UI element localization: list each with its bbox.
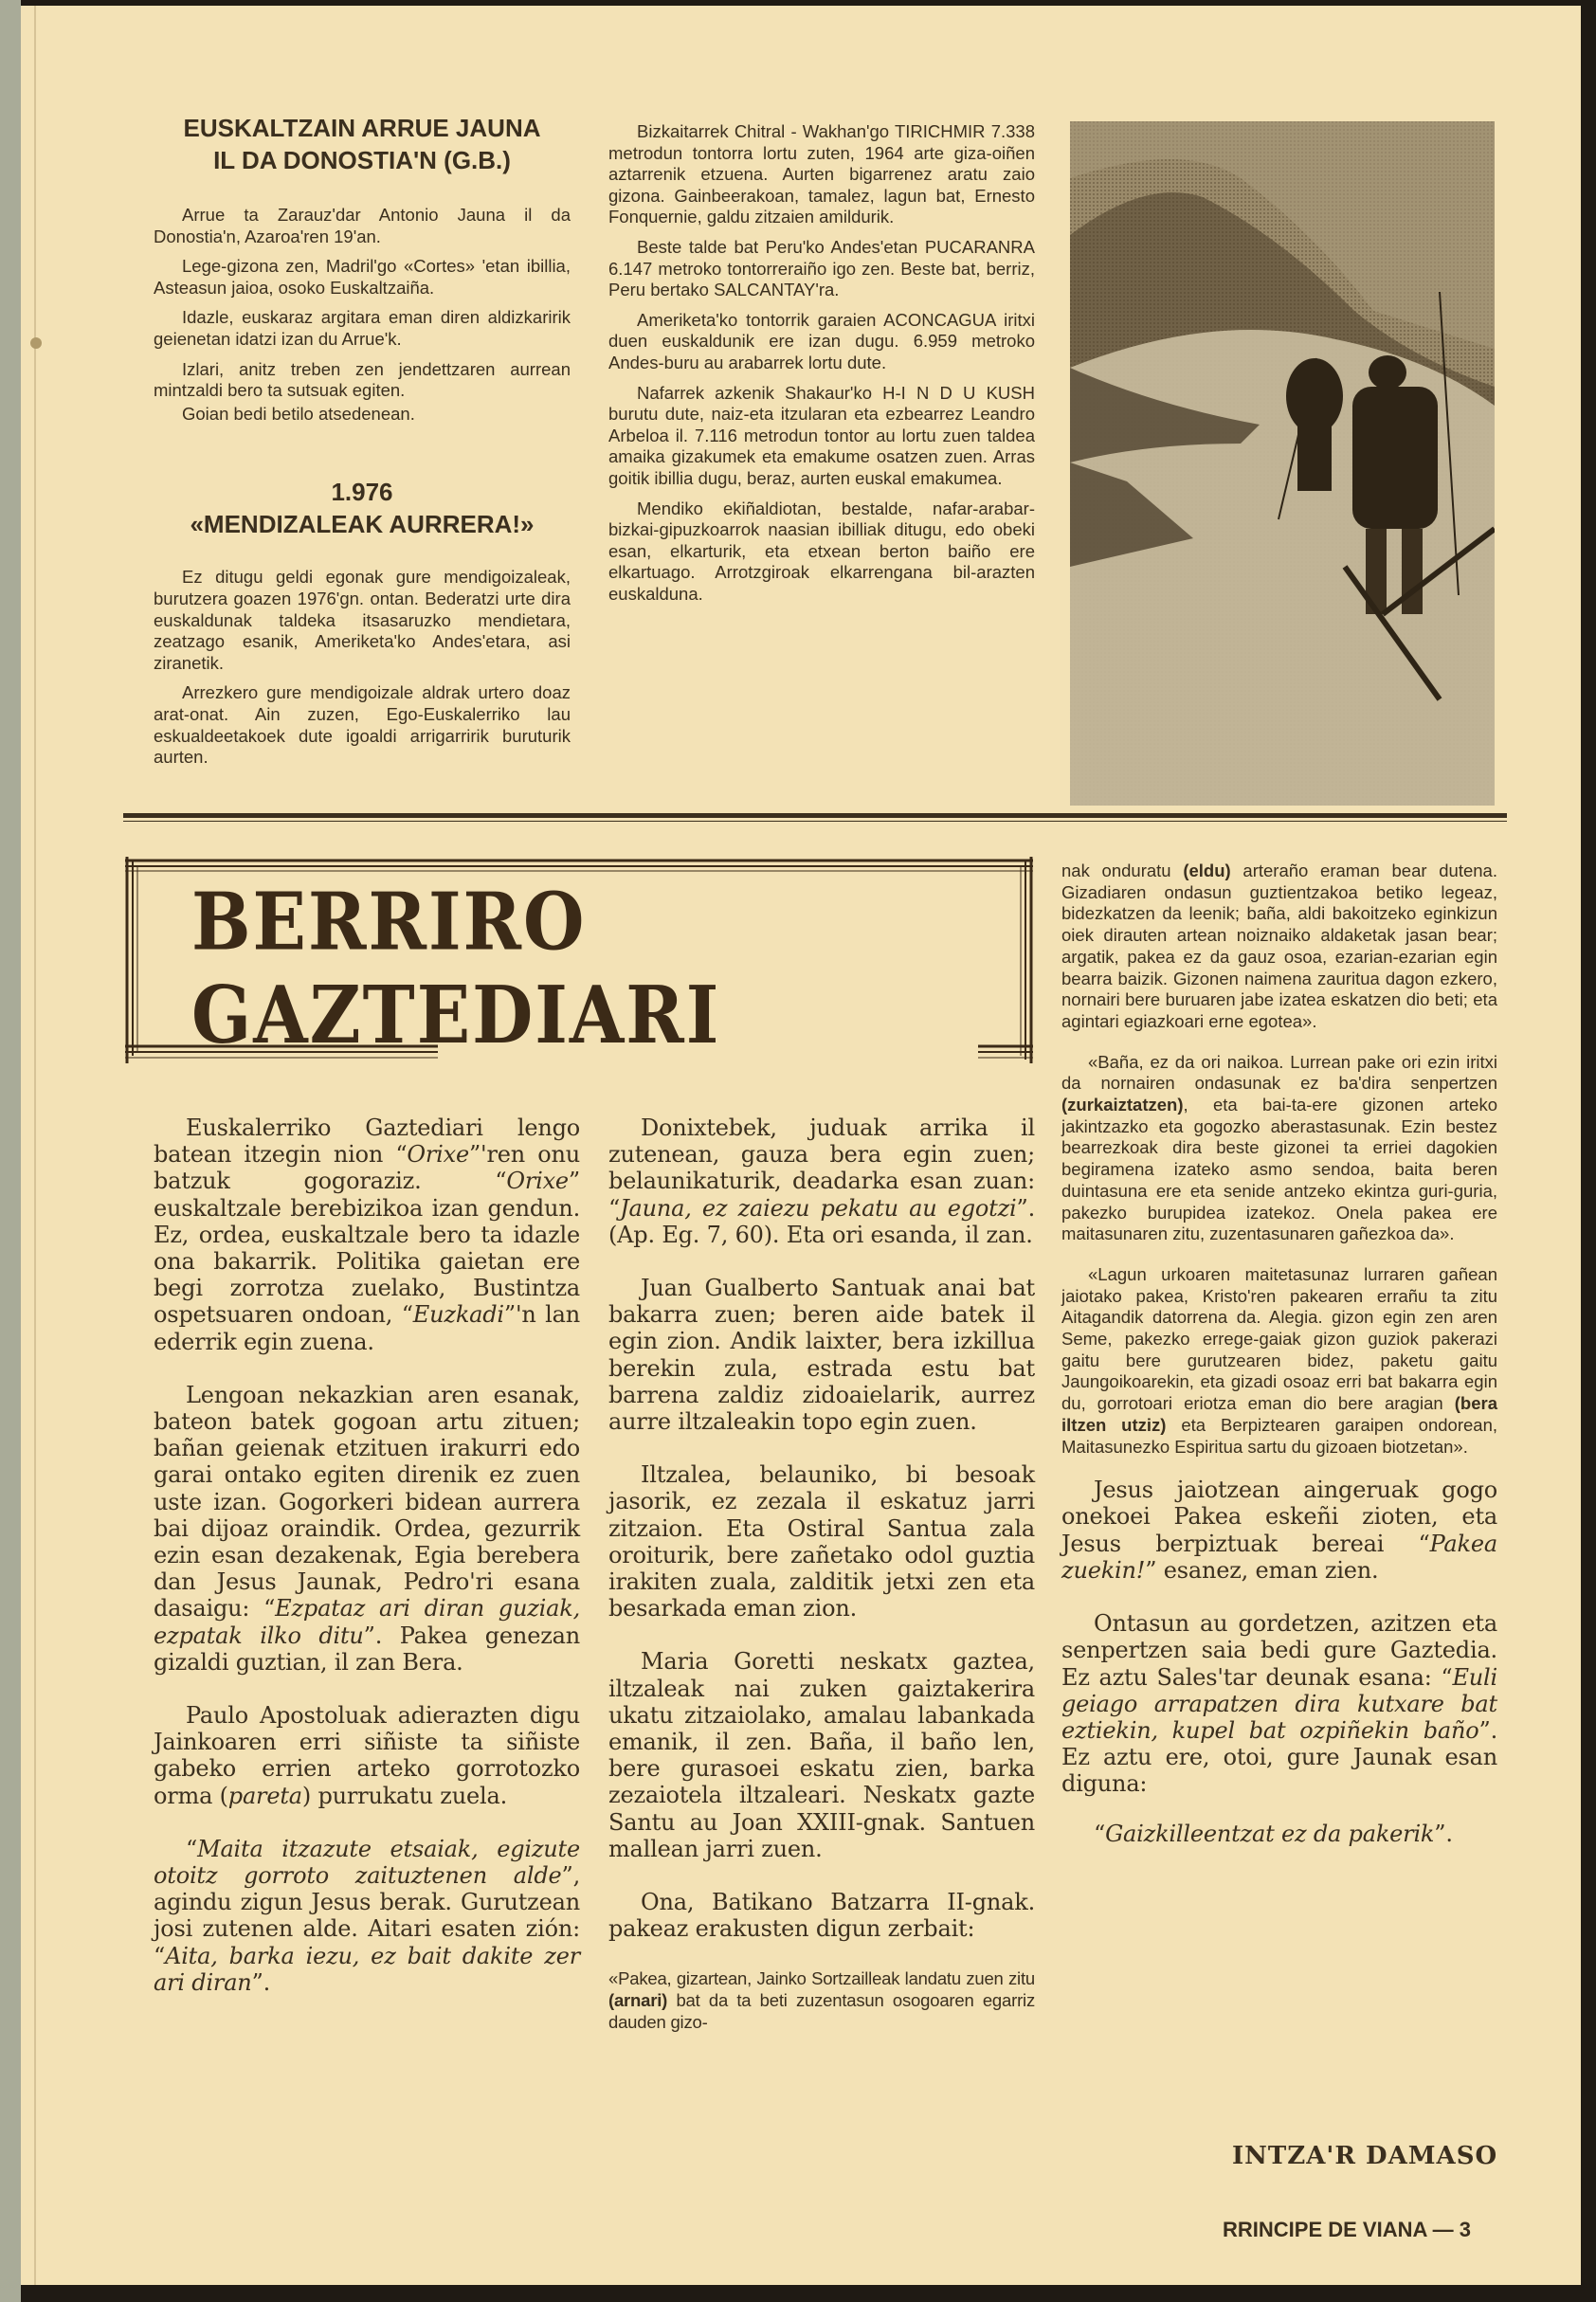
scan-edge [0, 0, 21, 2302]
article-arrue [154, 112, 571, 777]
article-arrue-title-1: EUSKALTZAIN ARRUE JAUNA [183, 114, 541, 142]
paragraph: Juan Gualberto Santuak anai bat bakarra zuen; beren aide batek il egin zion. Andik laixter, bera izkillua berekin zula, estrada estu bat barrena zaldiz zidoaielarik, aurrez aurre iltzaleakin topo egin zuen. [608, 1275, 1035, 1436]
paragraph: “Maita itzazute etsaiak, egizute otoitz gorroto zaituztenen alde”, agindu zigun Jesus berak. Gurutzean josi zutenen alde. Aitari esaten zión: “Aita, barka iezu, ez bait dakite zer ari diran”. [154, 1835, 580, 1996]
magazine-page [21, 6, 1581, 2285]
article-mendizaleak-title-2: «MENDIZALEAK AURRERA!» [190, 510, 535, 539]
paragraph: Euskalerriko Gaztediari lengo batean itzegin nion “Orixe”'ren onu batzuk gogoraziz. “Orixe” euskaltzale berebizikoa izan gendun. Ez, ordea, euskaltzale bero ta idazle ona bakarrik. Politika gaietan ere begi zorrotza zuelako, Bustintza ospetsuaren ondoan, “Euzkadi”'n lan ederrik egin zuena. [154, 1115, 580, 1355]
quote-paragraph: nak onduratu (eldu) arteraño eraman bear dutena. Gizadiaren ondasun guztientzakoa betiko legeaz, bidezkatzen da leenik; baña, aldi bakoitzeko eginkizun oiek dirauten artean noiznaiko aldaketak jasan bear; argatik, pakea ez da gauz osoa, ezarian-ezarian egin bearra baizik. Gizonen naimena zauritua dagon ezkero, nornairi bere buruaren jabe izatea eskatzen dio beti; eta agintari egiazkoari erne egotea». [1061, 861, 1497, 1031]
author-signature: INTZA'R DAMASO [1232, 2142, 1498, 2170]
council-quote [608, 1968, 1035, 2033]
article-title-line-1: BERRIRO [191, 877, 587, 969]
paragraph: Ez ditugu geldi egonak gure mendigoizaleak, burutzera goazen 1976'gn. ontan. Bederatzi urte dira euskaldunak taldeka itsasaruzko mendietara, zeatzago esanik, Ameriketa'ko Andes'etara, asi ziranetik. [154, 567, 571, 673]
paragraph: Bizkaitarrek Chitral - Wakhan'go TIRICHMIR 7.338 metrodun tontorra lortu zuten, 1964 arte giza-oiñen aztarrenik etzuena. Aurten bigarrenez aratu zaio gizona. Gainbeerakoan, tamalez, lagun bat, Ernesto Fonquernie, galdu zitzaien amildurik. [608, 121, 1035, 227]
paragraph: Mendiko ekiñaldiotan, bestalde, nafar-arabar-bizkai-gipuzkoarrok naasian ibilliak ditugu, edo obeki esan, elkarturik, eta etxean berton baiño ere elkartuago. Arrotzgiroak elkarrengana bil-arazten euskalduna. [608, 498, 1035, 604]
title-frame [125, 857, 1033, 1063]
paragraph: Maria Goretti neskatx gaztea, iltzaleak nai zuken gaiztakerira ukatu zitzaiolako, amalau labankada emanik, il zen. Baña, il baño len, bere gurasoei eskatu zien, barka zezaiotela iltzaleari. Neskatx gazte Santu au Joan XXIII-gnak. Santuen mallean jarri zuen. [608, 1648, 1035, 1862]
paragraph: Beste talde bat Peru'ko Andes'etan PUCARANRA 6.147 metroko tontorreraiño igo zen. Beste bat, berriz, Peru bertako SALCANTAY'ra. [608, 236, 1035, 300]
article-arrue-title-2: IL DA DONOSTIA'N (G.B.) [213, 146, 511, 174]
article-title-line-2: GAZTEDIARI [191, 970, 721, 1061]
closing-paragraphs [1061, 1477, 1497, 1846]
paragraph: Ona, Batikano Batzarra II-gnak. pakeaz erakusten digun zerbait: [608, 1889, 1035, 1943]
article-body-column-2 [608, 1115, 1035, 2053]
paragraph: Jesus jaiotzean aingeruak gogo onekoei Pakea eskeñi zioten, eta Jesus berpiztuak bereai “Pakea zuekin!” esanez, eman zien. [1061, 1477, 1497, 1584]
paragraph: Goian bedi betilo atsedenean. [182, 403, 415, 424]
paragraph: Iltzalea, belauniko, bi besoak jasorik, ez zezala il eskatuz jarri zitzaion. Eta Ostiral Santua zala oroiturik, bere zañetako odol guztia irakiten zuala, zalditik jetxi zen eta besarkada eman zion. [608, 1461, 1035, 1622]
article-mendizaleak-continued [608, 121, 1035, 804]
quote-paragraph: «Pakea, gizartean, Jainko Sortzailleak landatu zuen zitu (arnari) bat da ta beti zuzentasun osogoaren egarriz dauden gizo- [608, 1968, 1035, 2032]
paragraph: “Gaizkilleentzat ez da pakerik”. [1094, 1820, 1453, 1847]
article-mendizaleak-title-1: 1.976 [331, 478, 393, 507]
binding-hole [30, 337, 42, 349]
paragraph: Arrue ta Zarauz'dar Antonio Jauna il da Donostia'n, Azaroa'ren 19'an. [154, 205, 571, 246]
quote-paragraph: «Lagun urkoaren maitetasunaz lurraren gañean jaiotako pakea, Kristo'ren pakearen errañu ta zitu Aitagandik datorrena da. Alegia. gizon egin zen aren Seme, pakezko errege-gaiak gizon guziok pakerazi gaitu bere gurutzearen bidez, paketu gaitu Jaungoikoarekin, eta gizadi osoaz erri bat bakarra egin du, gorrotoari eriotza eman dio bere aragian (bera iltzen utziz) eta Berpiztearen garaipen ondorean, Maitasunezko Espiritua sartu du gizoaen biotzetan». [1061, 1263, 1497, 1457]
section-divider [123, 813, 1507, 818]
page-footer: RRINCIPE DE VIANA — 3 [1223, 2218, 1472, 2241]
paragraph: Izlari, anitz treben zen jendettzaren aurrean mintzaldi bero ta sutsuak egiten. [154, 358, 571, 401]
paragraph: Donixtebek, juduak arrika il zutenean, gauza bera egin zuen; belaunikaturik, deadarka esan zuan: “Jauna, ez zaiezu pekatu au egotzi”. (Ap. Eg. 7, 60). Eta ori esanda, il zan. [608, 1115, 1035, 1248]
paragraph: Idazle, euskaraz argitara eman diren aldizkaririk geienetan idatzi izan du Arrue'k. [154, 307, 571, 349]
mountaineers-photo [1070, 121, 1495, 806]
article-title [191, 876, 720, 1062]
paragraph: Lengoan nekazkian aren esanak, bateon batek gogoan artu zituen; bañan geienak etzituen irakurri edo garai ontako egiten direnik ez zuen uste izan. Gogorkeri bidean aurrera bai dijoaz oraindik. Ordea, gezurrik ezin esan dezakenak, Egia berebera dan Jesus Jaunak, Pedro'ri esana dasaigu: “Ezpataz ari diran guziak, ezpatak ilko ditu”. Pakea genezan gizaldi guztian, il zan Bera. [154, 1381, 581, 1676]
quote-paragraph: «Baña, ez da ori naikoa. Lurrean pake ori ezin iritxi da nornairen ondasunak ez ba'dira senpertzen (zurkaiztatzen), eta bai-ta-ere gizonen arteko jakintzazko eta gogozko aberastasunak. Ezin bestez bearrezkoak dira beste gizonei ta erriei dagokien begiramena izateko asmo sendoa, baita beren duintasuna ere eta senide antzeko ekintza guri-guria, pakezko burupidea izatekoz. Onela pakea ere maitasunaren zitu, zuzentasunaren gañezkoa da». [1061, 1051, 1497, 1244]
paragraph: Ameriketa'ko tontorrik garaien ACONCAGUA iritxi duen euskaldunik ere izan dugu. 6.959 metroko Andes-buru au arabarrek lortu dute. [608, 309, 1035, 372]
article-body-column-3 [1061, 861, 1497, 1874]
paragraph: Nafarrek azkenik Shakaur'ko H-I N D U KUSH burutu dute, naiz-eta itzularan eta ezbearrez Leandro Arbeloa il. 7.116 metrodun tontor au lortu zuen taldea amaika gizakumek eta emakume osatzen zuen. Arras goitik ibillia dugu, beraz, aurten euskal emakumea. [608, 382, 1035, 488]
section-divider-thin [123, 821, 1507, 822]
mountaineers-skiing-photo-icon [1070, 121, 1495, 806]
paragraph: Arrezkero gure mendigoizale aldrak urtero doaz arat-onat. Ain zuzen, Ego-Euskalerriko lau eskualdeetakoek dute igoaldi arrigarririk buruturik aurten. [154, 682, 571, 768]
paragraph: Paulo Apostoluak adierazten digu Jainkoaren erri siñiste ta siñiste gabeko errien arteko gorrotozko orma (pareta) purrukatu zuela. [154, 1702, 580, 1809]
paragraph: Ontasun au gordetzen, azitzen eta senpertzen saia bedi gure Gaztedia. Ez aztu Sales'tar deunak esana: “Euli geiago arrapatzen dira kutxare bat eztiekin, kupel bat ozpiñekin baño”. Ez aztu ere, otoi, gure Jaunak esan diguna: [1061, 1610, 1497, 1798]
council-quote-continued [1061, 861, 1497, 1458]
article-body-column-1 [154, 1115, 580, 2022]
paragraph: Lege-gizona zen, Madril'go «Cortes» 'etan ibillia, Asteasun jaioa, osoko Euskaltzaiña. [154, 256, 571, 298]
